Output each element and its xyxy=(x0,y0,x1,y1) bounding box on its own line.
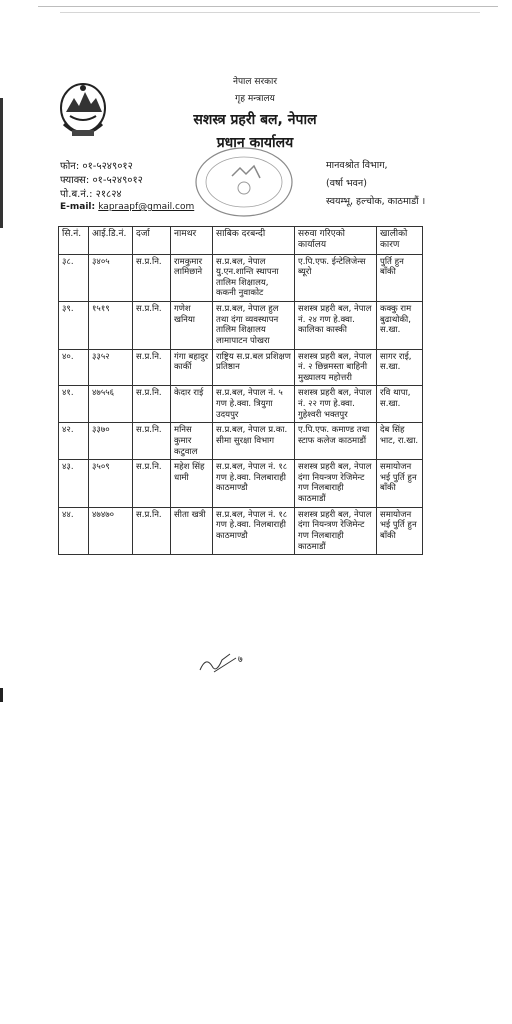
cell-id: ३३५२ xyxy=(89,349,133,386)
cell-previous-post: स.प्र.बल, नेपाल नं. ५ गण हे.क्वा. त्रियुगा उदयपुर xyxy=(213,386,295,423)
cell-name: सीता खत्री xyxy=(171,507,213,555)
contact-po-box: पो.ब.नं.: २१८२४ xyxy=(60,189,122,200)
page-top-edge-faint xyxy=(60,12,480,13)
cell-name: रामकुमार लामिछाने xyxy=(171,254,213,302)
cell-vacancy-reason: पुर्ति हुन बाँकी xyxy=(377,254,423,302)
cell-transferred-office: सशस्त्र प्रहरी बल, नेपाल नं. २ छिन्नमस्ता बाहिनी मुख्यालय महोत्तरी xyxy=(295,349,377,386)
cell-serial: ३९. xyxy=(59,302,89,350)
cell-name: मनिस कुमार कटुवाल xyxy=(171,423,213,460)
cell-transferred-office: सशस्त्र प्रहरी बल, नेपाल नं. २२ गण हे.क्वा. गुहेश्वरी भक्तपुर xyxy=(295,386,377,423)
office-name: प्रधान कार्यालय xyxy=(216,135,294,151)
cell-name: गणेश खनिया xyxy=(171,302,213,350)
cell-rank: स.प्र.नि. xyxy=(133,386,171,423)
email-label: E-mail: xyxy=(60,202,96,212)
department-address: स्वयम्भू, हल्चोक, काठमाडौं । xyxy=(326,196,426,207)
cell-transferred-office: ए.पि.एफ. ईन्टेलिजेन्स ब्यूरो xyxy=(295,254,377,302)
email-link[interactable]: kapraapf@gmail.com xyxy=(98,202,195,212)
header-rank: दर्जा xyxy=(133,227,171,255)
header-serial: सि.नं. xyxy=(59,227,89,255)
cell-transferred-office: सशस्त्र प्रहरी बल, नेपाल दंगा नियन्त्रण रेजिमेन्ट गण निलबाराही काठमाडौं xyxy=(295,507,377,555)
department-name: मानवश्रोत विभाग, xyxy=(326,160,388,171)
signature-mark xyxy=(196,652,242,676)
cell-rank: स.प्र.नि. xyxy=(133,507,171,555)
cell-previous-post: स.प्र.बल, नेपाल प्र.का. सीमा सुरक्षा विभाग xyxy=(213,423,295,460)
transfer-table xyxy=(58,226,423,555)
table-row xyxy=(59,460,423,508)
cell-id: १५१९ xyxy=(89,302,133,350)
cell-id: ३३७० xyxy=(89,423,133,460)
cell-previous-post: स.प्र.बल, नेपाल नं. १८ गण हे.क्वा. निलबाराही काठमाण्डौ xyxy=(213,460,295,508)
cell-transferred-office: ए.पि.एफ. कमाण्ड तथा स्टाफ कलेज काठमाडौं xyxy=(295,423,377,460)
cell-serial: ४४. xyxy=(59,507,89,555)
cell-name: महेश सिंह धामी xyxy=(171,460,213,508)
government-name: नेपाल सरकार xyxy=(232,77,278,87)
cell-vacancy-reason: रवि थापा, स.खा. xyxy=(377,386,423,423)
cell-vacancy-reason: देब सिंह भाट, रा.खा. xyxy=(377,423,423,460)
scan-left-mark xyxy=(0,688,3,702)
cell-vacancy-reason: सागर राई, स.खा. xyxy=(377,349,423,386)
ministry-name: गृह मन्त्रालय xyxy=(235,94,275,104)
header-name: नामथर xyxy=(171,227,213,255)
table-row xyxy=(59,302,423,350)
table-row xyxy=(59,507,423,555)
cell-rank: स.प्र.नि. xyxy=(133,349,171,386)
cell-id: ४७५५६ xyxy=(89,386,133,423)
page-number: ७ xyxy=(238,655,243,665)
table-row xyxy=(59,386,423,423)
table-row xyxy=(59,423,423,460)
cell-rank: स.प्र.नि. xyxy=(133,460,171,508)
cell-vacancy-reason: समायोजन भई पुर्ति हुन बाँकी xyxy=(377,507,423,555)
cell-rank: स.प्र.नि. xyxy=(133,254,171,302)
cell-previous-post: स.प्र.बल, नेपाल यु.एन.शान्ति स्थापना तालिम शिक्षालय, ककनी नुवाकोट xyxy=(213,254,295,302)
cell-serial: ४०. xyxy=(59,349,89,386)
header-vacancy-reason: खालीको कारण xyxy=(377,227,423,255)
cell-id: ३४०५ xyxy=(89,254,133,302)
cell-id: ३५०९ xyxy=(89,460,133,508)
contact-phone: फोन: ०१-५२४९०१२ xyxy=(60,161,133,172)
cell-transferred-office: सशस्त्र प्रहरी बल, नेपाल नं. २४ गण हे.क्वा. कालिका कास्की xyxy=(295,302,377,350)
contact-email-row xyxy=(60,202,194,212)
cell-name: गंगा बहादुर कार्की xyxy=(171,349,213,386)
scan-left-edge xyxy=(0,98,3,228)
office-stamp-icon xyxy=(188,140,300,222)
cell-transferred-office: सशस्त्र प्रहरी बल, नेपाल दंगा नियन्त्रण रेजिमेन्ट गण निलबाराही काठमाडौं xyxy=(295,460,377,508)
cell-vacancy-reason: कक्कु राम बुढाथोकी, स.खा. xyxy=(377,302,423,350)
nepal-emblem-icon xyxy=(58,78,108,144)
cell-serial: ४३. xyxy=(59,460,89,508)
cell-serial: ४१. xyxy=(59,386,89,423)
cell-rank: स.प्र.नि. xyxy=(133,302,171,350)
cell-id: ४७४७० xyxy=(89,507,133,555)
cell-previous-post: स.प्र.बल, नेपाल नं. १८ गण हे.क्वा. निलबाराही काठमाण्डौ xyxy=(213,507,295,555)
cell-previous-post: स.प्र.बल, नेपाल हुल तथा दंगा व्यवस्थापन तालिम शिक्षालय लामापाटन पोखरा xyxy=(213,302,295,350)
table-row xyxy=(59,349,423,386)
cell-previous-post: राष्ट्रिय स.प्र.बल प्रशिक्षण प्रतिष्ठान xyxy=(213,349,295,386)
header-transferred-office: सरुवा गरिएको कार्यालय xyxy=(295,227,377,255)
cell-serial: ४२. xyxy=(59,423,89,460)
header-previous-post: साबिक दरबन्दी xyxy=(213,227,295,255)
contact-fax: फ्याक्स: ०१-५२४९०१२ xyxy=(60,175,143,186)
cell-name: केदार राई xyxy=(171,386,213,423)
cell-vacancy-reason: समायोजन भई पुर्ति हुन बाँकी xyxy=(377,460,423,508)
cell-serial: ३८. xyxy=(59,254,89,302)
page-top-edge xyxy=(38,6,498,7)
department-building: (वर्षा भवन) xyxy=(326,178,367,189)
cell-rank: स.प्र.नि. xyxy=(133,423,171,460)
organization-name: सशस्त्र प्रहरी बल, नेपाल xyxy=(193,112,317,128)
header-id: आई.डि.नं. xyxy=(89,227,133,255)
table-row xyxy=(59,254,423,302)
table-header-row xyxy=(59,227,423,255)
